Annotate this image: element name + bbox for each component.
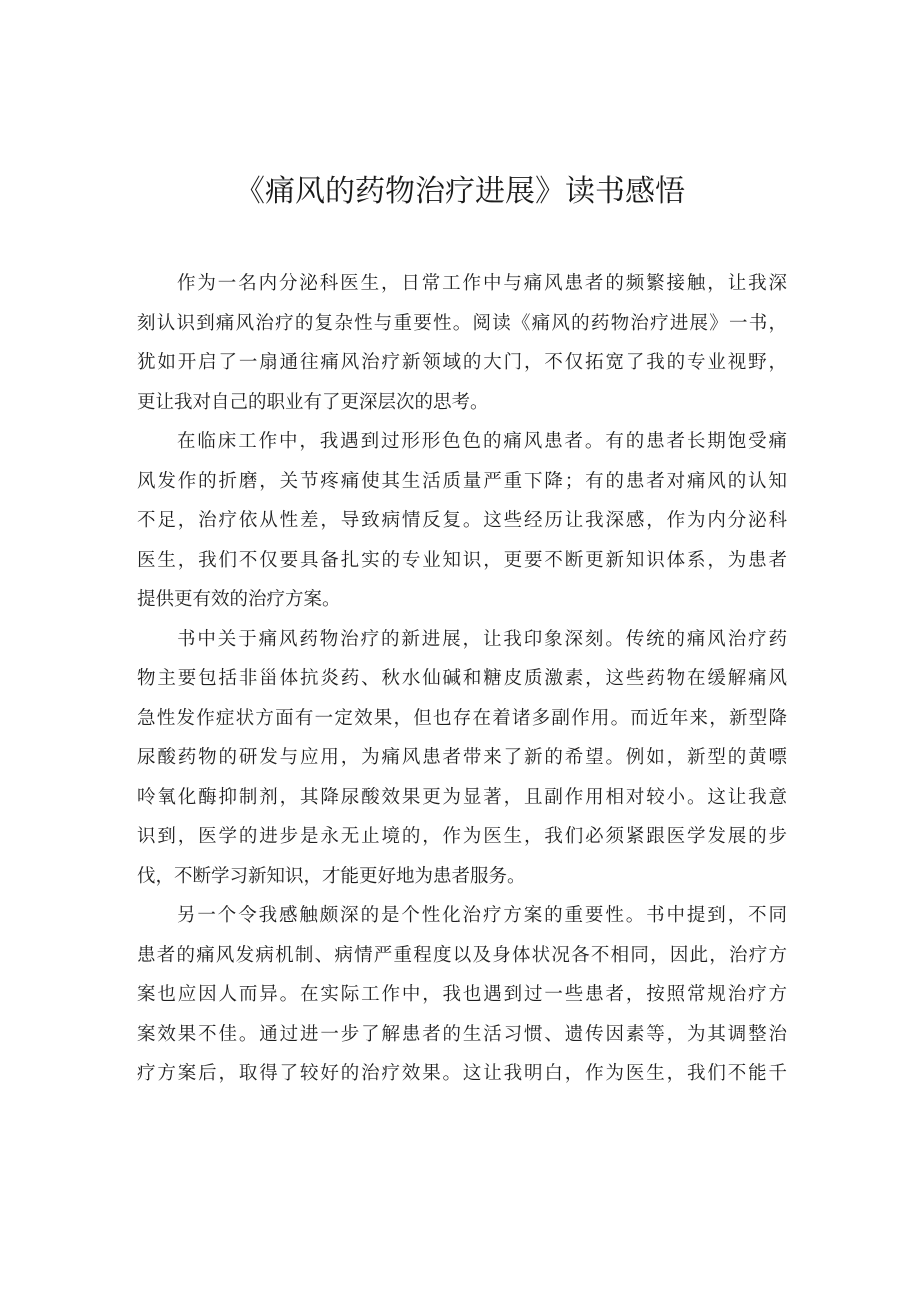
text-line: 书中关于痛风药物治疗的新进展，让我印象深刻。传统的痛风治疗药 — [177, 628, 787, 650]
paragraph-4 — [137, 896, 787, 1094]
text-line: 风发作的折磨，关节疼痛使其生活质量严重下降；有的患者对痛风的认知 — [137, 470, 787, 492]
text-line: 尿酸药物的研发与应用，为痛风患者带来了新的希望。例如，新型的黄嘌 — [137, 747, 787, 768]
text-line: 作为一名内分泌科医生，日常工作中与痛风患者的频繁接触，让我深 — [177, 273, 787, 294]
text-line: 提供更有效的治疗方案。 — [137, 589, 341, 610]
text-line: 伐，不断学习新知识，才能更好地为患者服务。 — [137, 865, 526, 887]
paragraph-2 — [137, 422, 787, 620]
text-line: 医生，我们不仅要具备扎实的专业知识，更要不断更新知识体系，为患者 — [137, 549, 787, 571]
text-line: 急性发作症状方面有一定效果，但也存在着诸多副作用。而近年来，新型降 — [137, 707, 787, 729]
text-line: 案也应因人而异。在实际工作中，我也遇到过一些患者，按照常规治疗方 — [137, 984, 787, 1005]
text-line: 犹如开启了一扇通往痛风治疗新领域的大门，不仅拓宽了我的专业视野， — [137, 352, 787, 373]
paragraph-3 — [137, 620, 787, 897]
text-line: 案效果不佳。通过进一步了解患者的生活习惯、遗传因素等，为其调整治 — [137, 1023, 787, 1045]
text-line: 在临床工作中，我遇到过形形色色的痛风患者。有的患者长期饱受痛 — [177, 431, 787, 452]
document-body — [137, 264, 787, 1094]
document-title: 《痛风的药物治疗进展》读书感悟 — [235, 174, 685, 209]
paragraph-1 — [137, 264, 787, 422]
text-line: 另一个令我感触颇深的是个性化治疗方案的重要性。书中提到，不同 — [177, 905, 787, 926]
text-line: 不足，治疗依从性差，导致病情反复。这些经历让我深感，作为内分泌科 — [137, 510, 787, 531]
text-line: 疗方案后，取得了较好的治疗效果。这让我明白，作为医生，我们不能千 — [137, 1063, 787, 1084]
text-line: 识到，医学的进步是永无止境的，作为医生，我们必须紧跟医学发展的步 — [137, 826, 787, 847]
text-line: 刻认识到痛风治疗的复杂性与重要性。阅读《痛风的药物治疗进展》一书， — [137, 312, 787, 334]
text-line: 患者的痛风发病机制、病情严重程度以及身体状况各不相同，因此，治疗方 — [137, 944, 787, 966]
text-line: 更让我对自己的职业有了更深层次的思考。 — [137, 391, 489, 413]
text-line: 物主要包括非甾体抗炎药、秋水仙碱和糖皮质激素，这些药物在缓解痛风 — [137, 668, 787, 689]
text-line: 呤氧化酶抑制剂，其降尿酸效果更为显著，且副作用相对较小。这让我意 — [137, 786, 787, 808]
